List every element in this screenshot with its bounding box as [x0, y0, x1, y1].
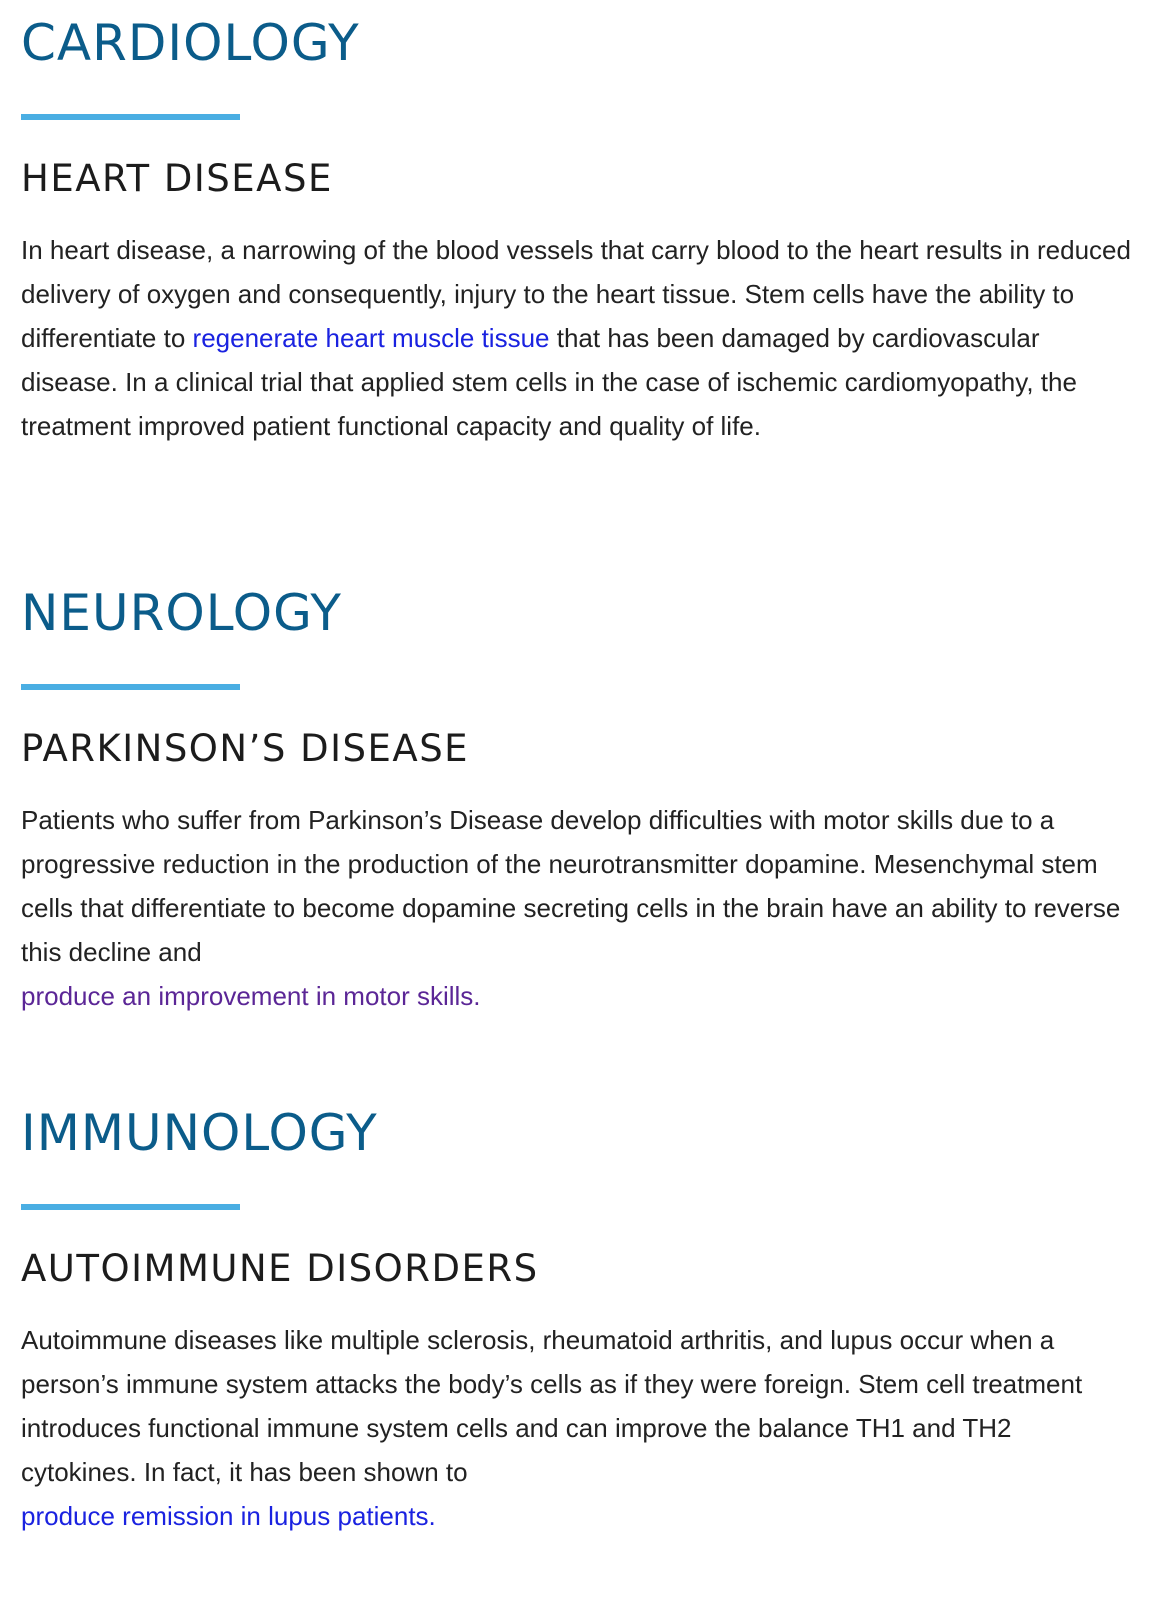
- accent-divider: [21, 114, 240, 120]
- section-paragraph: [21, 798, 1131, 1018]
- subsection-title: AUTOIMMUNE DISORDERS: [21, 1247, 539, 1290]
- category-title: IMMUNOLOGY: [21, 1104, 378, 1162]
- regenerate-heart-tissue-link[interactable]: regenerate heart muscle tissue: [192, 323, 550, 353]
- section-cardiology: [21, 13, 1131, 448]
- category-title: CARDIOLOGY: [21, 14, 360, 72]
- paragraph-text: In heart disease, a narrowing of the blood vessels that carry blood to the heart results in reduced delivery of oxygen and consequently, injury to the heart tissue. Stem cells have the ability to differentiate to: [21, 235, 1131, 353]
- accent-divider: [21, 1204, 240, 1210]
- paragraph-text: Patients who suffer from Parkinson’s Disease develop difficulties with motor skills due to a progressive reduction in the production of the neurotransmitter dopamine. Mesenchymal stem cells that differentiate to become dopamine secreting cells in the brain have an ability to reverse this decline and: [21, 805, 1121, 967]
- category-title: NEUROLOGY: [21, 584, 342, 642]
- motor-skills-improvement-link[interactable]: produce an improvement in motor skills.: [21, 981, 481, 1011]
- subsection-title: PARKINSON’S DISEASE: [21, 727, 470, 770]
- section-immunology: [21, 1103, 1131, 1538]
- accent-divider: [21, 684, 240, 690]
- paragraph-text-continued: that has been damaged by cardiovascular disease. In a clinical trial that applied stem cells in the case of ischemic cardiomyopathy, the treatment improved patient functional capacity and quality of life.: [21, 323, 1077, 441]
- section-paragraph: [21, 228, 1131, 448]
- subsection-title: HEART DISEASE: [21, 157, 333, 200]
- paragraph-text: Autoimmune diseases like multiple sclerosis, rheumatoid arthritis, and lupus occur when a person’s immune system attacks the body’s cells as if they were foreign. Stem cell treatment introduces functional immune system cells and can improve the balance TH1 and TH2 cytokines. In fact, it has been shown to: [21, 1325, 1083, 1487]
- section-paragraph: [21, 1318, 1131, 1538]
- lupus-remission-link[interactable]: produce remission in lupus patients.: [21, 1501, 436, 1531]
- section-neurology: [21, 583, 1131, 1018]
